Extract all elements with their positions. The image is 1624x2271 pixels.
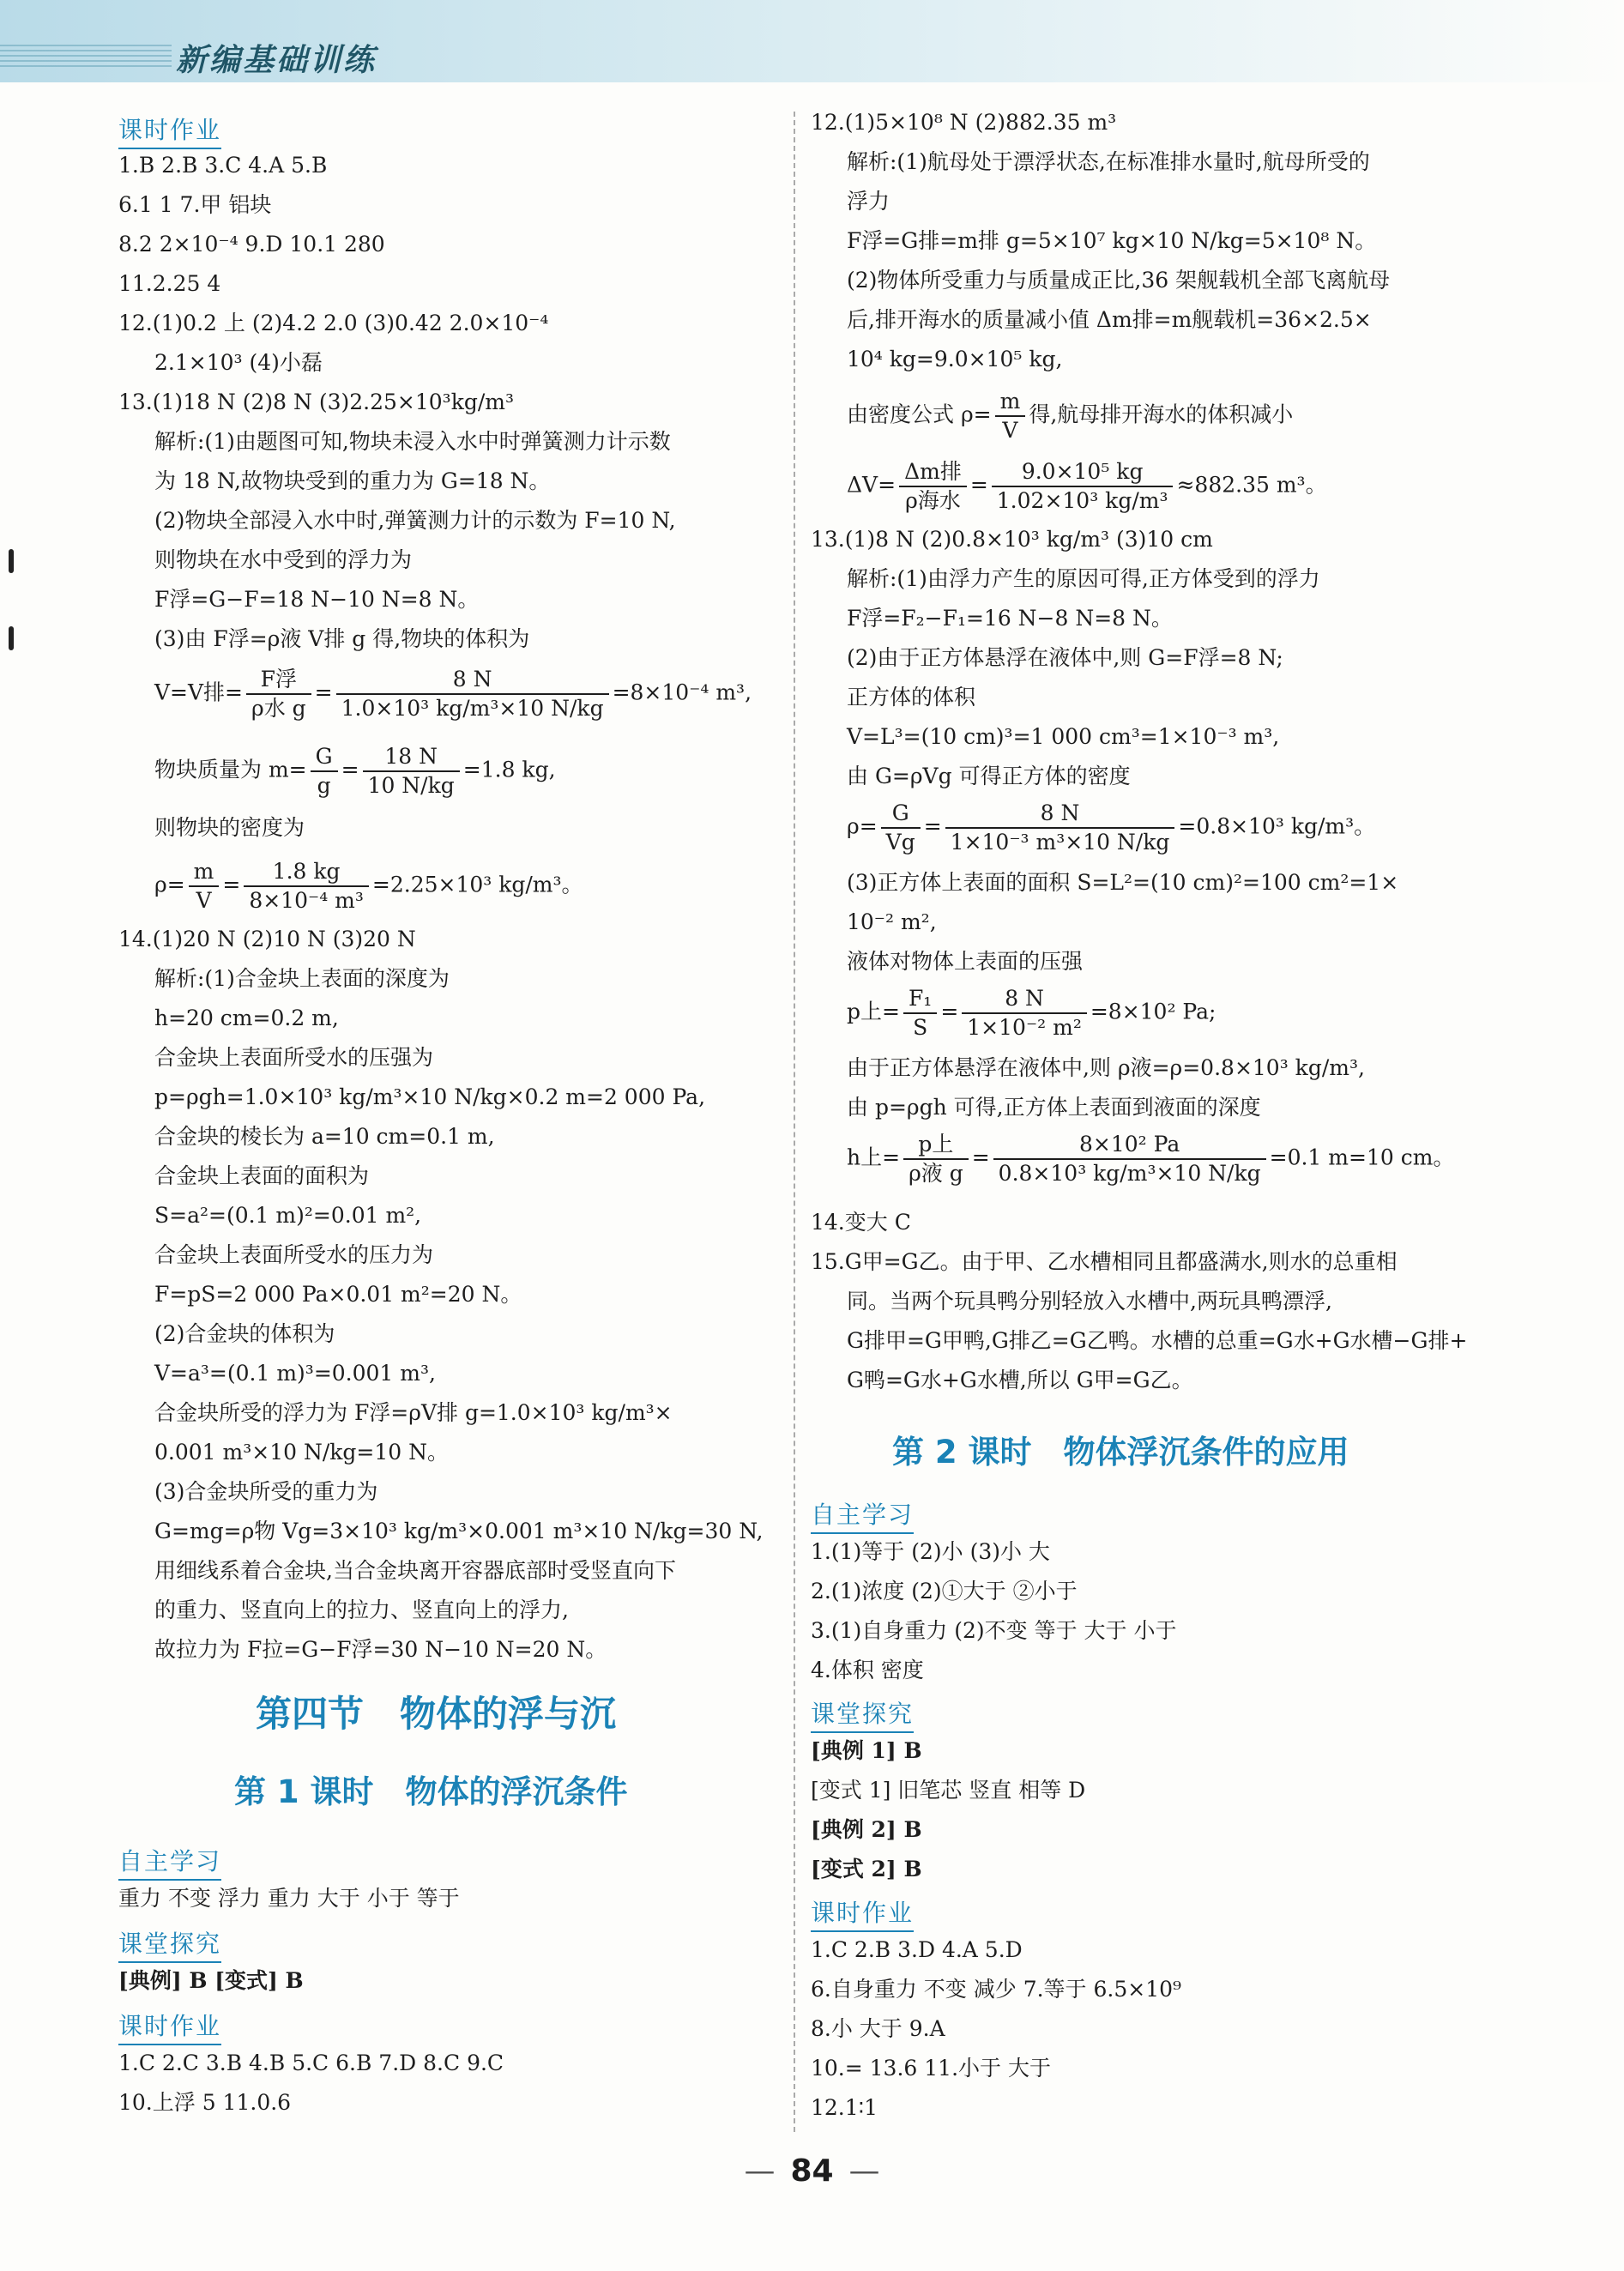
denominator: ρ液 g	[909, 1161, 963, 1186]
answer-line: 1.B 2.B 3.C 4.A 5.B	[118, 153, 328, 178]
formula-text: =8×10⁻⁴ m³,	[612, 679, 752, 705]
answer-line: 10.上浮 5 11.0.6	[118, 2090, 292, 2115]
numerator: F₁	[903, 985, 937, 1014]
page-number	[0, 2153, 1624, 2189]
analysis-line: 为 18 N,故物块受到的重力为 G=18 N。	[154, 468, 551, 493]
numerator: m	[995, 388, 1026, 417]
denominator: V	[1002, 418, 1018, 443]
analysis-line: p=ρgh=1.0×10³ kg/m³×10 N/kg×0.2 m=2 000 Pa,	[154, 1084, 706, 1109]
numerator: 8 N	[962, 985, 1087, 1014]
formula-text: ρ=	[847, 813, 878, 839]
formula-line: p上= $\frac{\text{F₁}}{S}$ = $\frac{8 N}{\text{1×10⁻² m²}}$ =8×10² Pa;	[847, 986, 1216, 1040]
analysis-line: F浮=G−F=18 N−10 N=8 N。	[154, 587, 480, 612]
denominator: S	[913, 1015, 928, 1040]
lesson-heading: 第 1 课时 物体的浮沉条件	[234, 1773, 628, 1810]
analysis-line: 浮力	[847, 189, 890, 214]
formula-text: h上=	[847, 1145, 901, 1170]
analysis-line: G=mg=ρ物 Vg=3×10³ kg/m³×0.001 m³×10 N/kg=30 N,	[154, 1519, 764, 1543]
analysis-line: (2)物块全部浸入水中时,弹簧测力计的示数为 F=10 N,	[154, 508, 676, 533]
analysis-line: 后,排开海水的质量减小值 Δm排=m舰载机=36×2.5×	[847, 307, 1372, 332]
section-label: 课时作业	[811, 1894, 914, 1932]
analysis-line: V=a³=(0.1 m)³=0.001 m³,	[154, 1361, 436, 1386]
answer-line: G鸭=G水+G水槽,所以 G甲=G乙。	[847, 1368, 1193, 1392]
formula-text: =0.8×10³ kg/m³。	[1178, 813, 1376, 839]
fraction	[336, 666, 609, 722]
denominator: 8×10⁻⁴ m³	[249, 888, 364, 913]
formula-line: ρ= $\frac{m}{V}$ = $\frac{1.8 kg}{\text{8×10⁻⁴ m³}}$ =2.25×10³ kg/m³。	[154, 859, 583, 913]
section-label: 课时作业	[118, 2008, 221, 2045]
numerator: Δm排	[899, 458, 967, 487]
denominator: ρ海水	[905, 488, 961, 513]
analysis-line: (2)由于正方体悬浮在液体中,则 G=F浮=8 N;	[847, 645, 1283, 670]
answer-line: 12.(1)0.2 上 (2)4.2 2.0 (3)0.42 2.0×10⁻⁴	[118, 311, 549, 335]
fraction	[903, 1131, 969, 1187]
column-divider	[794, 112, 795, 2132]
page-number-dash: —	[744, 2153, 776, 2189]
fraction	[903, 985, 937, 1042]
analysis-line: 合金块上表面所受水的压强为	[154, 1045, 434, 1070]
page-number-value: 84	[790, 2153, 834, 2189]
answer-line: 11.2.25 4	[118, 271, 221, 296]
fraction	[995, 388, 1026, 444]
numerator: 8×10² Pa	[993, 1131, 1266, 1160]
denominator: 1.0×10³ kg/m³×10 N/kg	[341, 696, 604, 721]
section-label: 自主学习	[811, 1496, 914, 1534]
answer-line: [典例] B [变式] B	[118, 1968, 304, 1993]
formula-text: =2.25×10³ kg/m³。	[371, 872, 583, 897]
analysis-line: 10⁴ kg=9.0×10⁵ kg,	[847, 347, 1063, 371]
denominator: V	[196, 888, 212, 913]
lesson-heading: 第 2 课时 物体浮沉条件的应用	[892, 1434, 1349, 1471]
numerator: G	[311, 743, 338, 772]
formula-text: =0.1 m=10 cm。	[1269, 1145, 1455, 1170]
analysis-line: 则物块在水中受到的浮力为	[154, 547, 413, 572]
answer-line: 15.G甲=G乙。由于甲、乙水槽相同且都盛满水,则水的总重相	[811, 1249, 1398, 1274]
analysis-line: 由于正方体悬浮在液体中,则 ρ液=ρ=0.8×10³ kg/m³,	[847, 1055, 1365, 1080]
analysis-line: F浮=G排=m排 g=5×10⁷ kg×10 N/kg=5×10⁸ N。	[847, 228, 1377, 253]
analysis-line: (3)合金块所受的重力为	[154, 1479, 378, 1504]
answer-line: 13.(1)18 N (2)8 N (3)2.25×10³kg/m³	[118, 390, 514, 414]
margin-mark	[9, 626, 14, 650]
answer-line: 4.体积 密度	[811, 1658, 924, 1682]
answer-line: 1.C 2.C 3.B 4.B 5.C 6.B 7.D 8.C 9.C	[118, 2051, 504, 2075]
analysis-line: 解析:(1)由浮力产生的原因可得,正方体受到的浮力	[847, 566, 1320, 591]
formula-text: 物块质量为 m=	[154, 757, 307, 782]
denominator: 1×10⁻² m²	[967, 1015, 1082, 1040]
answer-line: [变式 1] 旧笔芯 竖直 相等 D	[811, 1778, 1086, 1803]
numerator: 8 N	[945, 800, 1175, 829]
answer-line: 8.小 大于 9.A	[811, 2016, 945, 2041]
numerator: 8 N	[336, 666, 609, 695]
analysis-line: 10⁻² m²,	[847, 909, 937, 934]
answer-line: 12.1∶1	[811, 2095, 878, 2120]
fraction	[189, 858, 220, 915]
analysis-line: 的重力、竖直向上的拉力、竖直向上的浮力,	[154, 1598, 569, 1622]
analysis-line: S=a²=(0.1 m)²=0.01 m²,	[154, 1203, 422, 1228]
answer-line: [典例 1] B	[811, 1738, 922, 1763]
formula-line: V=V排= F浮 ρ水 g = $\frac{8 N}{\text{1.0×10³ kg/m³×10 N/kg}}$ =8×10⁻⁴ m³,	[154, 667, 752, 721]
formula-text: ≈882.35 m³。	[1176, 472, 1327, 498]
analysis-line: 解析:(1)合金块上表面的深度为	[154, 966, 450, 991]
analysis-line: 合金块上表面所受水的压力为	[154, 1242, 434, 1267]
analysis-line: (3)由 F浮=ρ液 V排 g 得,物块的体积为	[154, 626, 530, 651]
denominator: Vg	[885, 830, 915, 855]
fraction	[311, 743, 338, 800]
answer-line: 12.(1)5×10⁸ N (2)882.35 m³	[811, 110, 1117, 135]
answer-line: 10.= 13.6 11.小于 大于	[811, 2056, 1051, 2081]
numerator: G	[881, 800, 921, 829]
section-label: 课堂探究	[118, 1925, 221, 1963]
section-heading: 第四节 物体的浮与沉	[256, 1693, 617, 1735]
answer-line: 6.1 1 7.甲 铝块	[118, 192, 272, 217]
header-stripes	[0, 45, 172, 70]
denominator: 10 N/kg	[367, 773, 455, 798]
analysis-line: 合金块上表面的面积为	[154, 1163, 370, 1188]
fraction	[993, 1131, 1266, 1187]
fraction	[945, 800, 1175, 856]
analysis-line: 0.001 m³×10 N/kg=10 N。	[154, 1440, 449, 1465]
analysis-line: 解析:(1)由题图可知,物块未浸入水中时弹簧测力计示数	[154, 429, 671, 454]
formula-text: V=V排=	[154, 679, 244, 705]
answer-line: 2.1×10³ (4)小磊	[154, 350, 323, 375]
section-label: 自主学习	[118, 1843, 221, 1881]
formula-text: 得,航母排开海水的体积减小	[1029, 402, 1294, 427]
formula-line	[811, 388, 1293, 444]
analysis-line: 液体对物体上表面的压强	[847, 949, 1084, 974]
formula-text: =1.8 kg,	[462, 757, 556, 782]
formula-text: ΔV=	[847, 472, 897, 498]
analysis-line: 用细线系着合金块,当合金块离开容器底部时受竖直向下	[154, 1558, 676, 1583]
answer-line: [变式 2] B	[811, 1857, 922, 1881]
answer-line: 1.(1)等于 (2)小 (3)小 大	[811, 1539, 1050, 1564]
analysis-line: 解析:(1)航母处于漂浮状态,在标准排水量时,航母所受的	[847, 149, 1370, 174]
denominator: 0.8×10³ kg/m³×10 N/kg	[998, 1161, 1261, 1186]
answer-line: 同。当两个玩具鸭分别轻放入水槽中,两玩具鸭漂浮,	[847, 1289, 1332, 1314]
header-title: 新编基础训练	[176, 43, 377, 78]
formula-line: 物块质量为 m= $\frac{G}{g}$ = $\frac{18 N}{10 N/kg}$ =1.8 kg,	[154, 744, 556, 798]
analysis-line: 合金块的棱长为 a=10 cm=0.1 m,	[154, 1124, 495, 1149]
denominator: g	[317, 773, 331, 798]
answer-line: [典例 2] B	[811, 1817, 922, 1842]
denominator: 1.02×10³ kg/m³	[996, 488, 1168, 513]
fraction	[363, 743, 460, 800]
answer-line: G排甲=G甲鸭,G排乙=G乙鸭。水槽的总重=G水+G水槽−G排+	[847, 1328, 1468, 1353]
analysis-line: h=20 cm=0.2 m,	[154, 1006, 339, 1030]
answer-line: 2.(1)浓度 (2)①大于 ②小于	[811, 1579, 1078, 1604]
answer-line: 3.(1)自身重力 (2)不变 等于 大于 小于	[811, 1618, 1177, 1643]
section-label: 课堂探究	[811, 1695, 914, 1733]
fraction	[962, 985, 1087, 1042]
analysis-line: (2)合金块的体积为	[154, 1321, 335, 1346]
numerator: 18 N	[363, 743, 460, 772]
denominator: ρ水 g	[251, 696, 306, 721]
numerator: m	[189, 858, 220, 887]
fraction	[899, 458, 967, 515]
analysis-line: 故拉力为 F拉=G−F浮=30 N−10 N=20 N。	[154, 1637, 607, 1662]
analysis-line: V=L³=(10 cm)³=1 000 cm³=1×10⁻³ m³,	[847, 724, 1280, 749]
answer-line: 重力 不变 浮力 重力 大于 小于 等于	[118, 1886, 460, 1911]
answer-line: 1.C 2.B 3.D 4.A 5.D	[811, 1937, 1023, 1962]
answer-line: 14.(1)20 N (2)10 N (3)20 N	[118, 927, 416, 951]
numerator: F浮	[246, 666, 311, 695]
answer-line: 6.自身重力 不变 减少 7.等于 6.5×10⁹	[811, 1977, 1182, 2002]
formula-text: p上=	[847, 999, 900, 1024]
formula-line: h上= p上 ρ液 g = $\frac{\text{8×10² Pa}}{\text{0.8×10³ kg/m³×10 N/kg}}$ =0.1 m=10 cm。	[847, 1132, 1455, 1186]
analysis-line: (3)正方体上表面的面积 S=L²=(10 cm)²=100 cm²=1×	[847, 870, 1399, 895]
margin-mark	[9, 549, 14, 573]
numerator: p上	[903, 1131, 969, 1160]
fraction	[246, 666, 311, 722]
fraction	[992, 458, 1174, 515]
analysis-line: F=pS=2 000 Pa×0.01 m²=20 N。	[154, 1282, 522, 1307]
page-number-dash: —	[848, 2153, 880, 2189]
fraction	[244, 858, 369, 915]
analysis-line: F浮=F₂−F₁=16 N−8 N=8 N。	[847, 606, 1173, 631]
formula-line: ρ= $\frac{G}{Vg}$ = $\frac{8 N}{\text{1×10⁻³ m³×10 N/kg}}$ =0.8×10³ kg/m³。	[847, 800, 1376, 855]
numerator: 1.8 kg	[244, 858, 369, 887]
formula-text: =8×10² Pa;	[1090, 999, 1216, 1024]
formula-text: 由密度公式 ρ=	[847, 402, 992, 427]
answer-line: 13.(1)8 N (2)0.8×10³ kg/m³ (3)10 cm	[811, 527, 1213, 552]
analysis-line: 由 G=ρVg 可得正方体的密度	[847, 764, 1131, 788]
analysis-line: 正方体的体积	[847, 685, 976, 710]
section-label: 课时作业	[118, 112, 221, 149]
analysis-line: 由 p=ρgh 可得,正方体上表面到液面的深度	[847, 1095, 1261, 1120]
denominator: 1×10⁻³ m³×10 N/kg	[950, 830, 1170, 855]
formula-line: ΔV= Δm排 ρ海水 = $\frac{\text{9.0×10⁵ kg}}{\text{1.02×10³ kg/m³}}$ ≈882.35 m³。	[847, 459, 1327, 513]
analysis-line: (2)物体所受重力与质量成正比,36 架舰载机全部飞离航母	[847, 268, 1391, 293]
analysis-line: 则物块的密度为	[154, 815, 305, 840]
numerator: 9.0×10⁵ kg	[992, 458, 1174, 487]
answer-line: 14.变大 C	[811, 1210, 911, 1235]
fraction	[881, 800, 921, 856]
formula-text: ρ=	[154, 872, 185, 897]
answer-line: 8.2 2×10⁻⁴ 9.D 10.1 280	[118, 232, 385, 257]
analysis-line: 合金块所受的浮力为 F浮=ρV排 g=1.0×10³ kg/m³×	[154, 1400, 673, 1425]
